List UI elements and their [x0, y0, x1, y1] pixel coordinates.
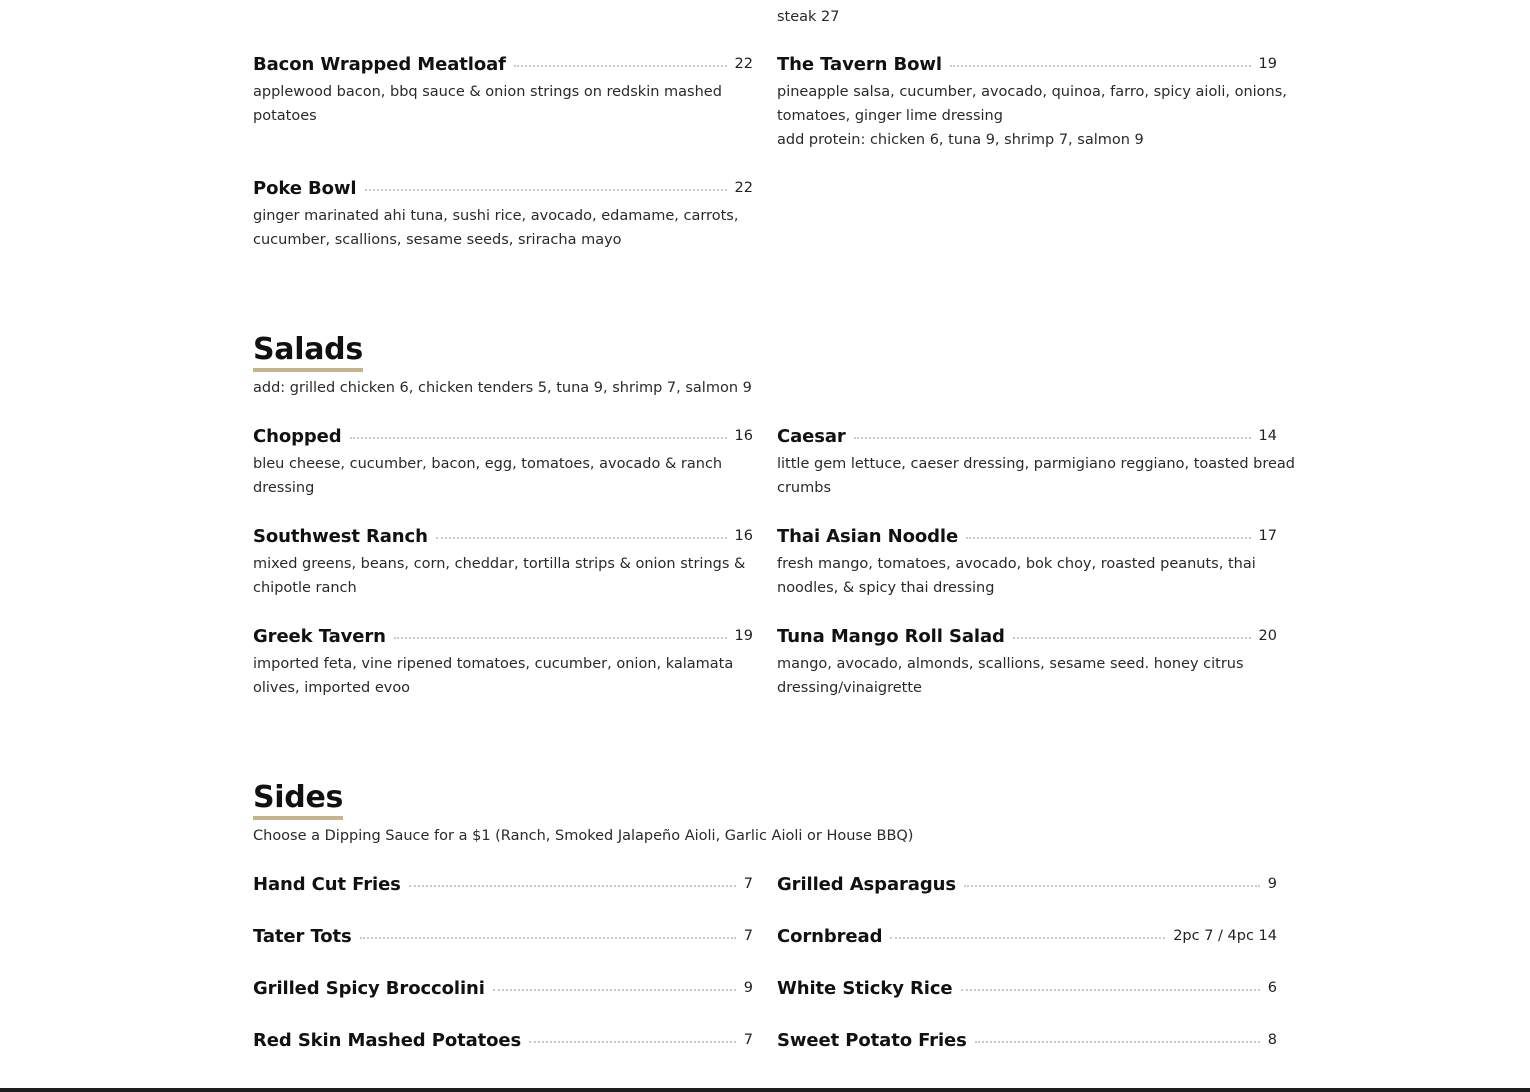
description-line: dressing/vinaigrette [777, 680, 922, 696]
item-price: 22 [734, 56, 753, 72]
dot-leader [966, 537, 1250, 539]
dot-leader [890, 937, 1165, 939]
item-price: 19 [734, 628, 753, 644]
item-description [253, 652, 753, 700]
dot-leader [950, 65, 1251, 67]
menu-item-thai-asian-noodle [777, 526, 1277, 600]
item-price: 16 [734, 428, 753, 444]
item-price: 6 [1267, 980, 1277, 996]
description-line: imported feta, vine ripened tomatoes, cucumber, onion, kalamata [253, 656, 734, 672]
menu-item-poke-bowl [253, 178, 753, 252]
menu-item-greek-tavern [253, 626, 753, 700]
menu-item-tuna-mango-roll-salad [777, 626, 1277, 700]
item-price: 9 [743, 980, 753, 996]
section-note-salads: add: grilled chicken 6, chicken tenders 5, tuna 9, shrimp 7, salmon 9 [253, 380, 752, 396]
menu-item-caesar [777, 426, 1295, 500]
dot-leader [1013, 637, 1251, 639]
dot-leader [961, 989, 1260, 991]
description-line: ginger marinated ahi tuna, sushi rice, avocado, edamame, carrots, [253, 208, 739, 224]
item-name: Sweet Potato Fries [777, 1030, 967, 1051]
description-line: potatoes [253, 108, 317, 124]
item-name: Red Skin Mashed Potatoes [253, 1030, 522, 1051]
menu-item-cornbread [777, 926, 1277, 952]
item-name: Chopped [253, 426, 342, 447]
item-description [253, 552, 753, 600]
description-line: chipotle ranch [253, 580, 357, 596]
menu-item-southwest-ranch [253, 526, 753, 600]
item-name: Grilled Asparagus [777, 874, 956, 895]
item-price: 20 [1258, 628, 1277, 644]
menu-item-white-sticky-rice [777, 978, 1277, 1004]
dot-leader [409, 885, 736, 887]
item-price: 17 [1258, 528, 1277, 544]
bottom-edge-bar [0, 1088, 1530, 1092]
item-description [777, 552, 1277, 600]
menu-item-the-tavern-bowl [777, 54, 1287, 152]
carryover-text: steak 27 [777, 9, 840, 25]
item-name: Grilled Spicy Broccolini [253, 978, 485, 999]
item-name: Bacon Wrapped Meatloaf [253, 54, 506, 75]
description-line: dressing [253, 480, 315, 496]
item-name: Caesar [777, 426, 846, 447]
description-line: cucumber, scallions, sesame seeds, sriracha mayo [253, 232, 622, 248]
menu-item-tater-tots [253, 926, 753, 952]
item-price: 7 [743, 928, 753, 944]
description-line: applewood bacon, bbq sauce & onion strings on redskin mashed [253, 84, 722, 100]
menu-item-red-skin-mashed-potatoes [253, 1030, 753, 1056]
dot-leader [394, 637, 727, 639]
item-price: 2pc 7 / 4pc 14 [1173, 928, 1277, 944]
description-line: bleu cheese, cucumber, bacon, egg, tomatoes, avocado & ranch [253, 456, 723, 472]
section-title-sides: Sides [253, 781, 343, 820]
item-description [777, 80, 1287, 152]
dot-leader [854, 437, 1251, 439]
item-description [777, 652, 1277, 700]
description-line: mixed greens, beans, corn, cheddar, tortilla strips & onion strings & [253, 556, 746, 572]
description-line: crumbs [777, 480, 832, 496]
item-price: 7 [743, 1032, 753, 1048]
item-price: 9 [1267, 876, 1277, 892]
menu-item-sweet-potato-fries [777, 1030, 1277, 1056]
description-line: add protein: chicken 6, tuna 9, shrimp 7, salmon 9 [777, 132, 1144, 148]
menu-item-chopped [253, 426, 753, 500]
dot-leader [529, 1041, 736, 1043]
description-line: noodles, & spicy thai dressing [777, 580, 995, 596]
section-title-salads: Salads [253, 333, 363, 372]
dot-leader [365, 189, 727, 191]
item-description [777, 452, 1295, 500]
item-price: 19 [1258, 56, 1277, 72]
description-line: little gem lettuce, caeser dressing, parmigiano reggiano, toasted bread [777, 456, 1295, 472]
menu-item-bacon-wrapped-meatloaf [253, 54, 753, 128]
item-description [253, 80, 753, 128]
description-line: fresh mango, tomatoes, avocado, bok choy, roasted peanuts, thai [777, 556, 1256, 572]
description-line: tomatoes, ginger lime dressing [777, 108, 1003, 124]
item-price: 16 [734, 528, 753, 544]
item-description [253, 452, 753, 500]
item-name: The Tavern Bowl [777, 54, 942, 75]
menu-item-grilled-asparagus [777, 874, 1277, 900]
item-name: Tater Tots [253, 926, 352, 947]
dot-leader [350, 437, 727, 439]
item-price: 8 [1267, 1032, 1277, 1048]
item-name: Poke Bowl [253, 178, 357, 199]
menu-item-hand-cut-fries [253, 874, 753, 900]
item-price: 14 [1258, 428, 1277, 444]
item-price: 7 [743, 876, 753, 892]
item-name: Southwest Ranch [253, 526, 428, 547]
item-price: 22 [734, 180, 753, 196]
dot-leader [975, 1041, 1260, 1043]
item-name: White Sticky Rice [777, 978, 953, 999]
description-line: pineapple salsa, cucumber, avocado, quinoa, farro, spicy aioli, onions, [777, 84, 1287, 100]
dot-leader [493, 989, 736, 991]
dot-leader [964, 885, 1260, 887]
dot-leader [436, 537, 727, 539]
item-name: Thai Asian Noodle [777, 526, 959, 547]
dot-leader [514, 65, 727, 67]
item-description [253, 204, 753, 252]
description-line: olives, imported evoo [253, 680, 411, 696]
menu-item-grilled-spicy-broccolini [253, 978, 753, 1004]
description-line: mango, avocado, almonds, scallions, sesame seed. honey citrus [777, 656, 1244, 672]
item-name: Greek Tavern [253, 626, 386, 647]
section-note-sides: Choose a Dipping Sauce for a $1 (Ranch, Smoked Jalapeño Aioli, Garlic Aioli or House BBQ) [253, 828, 914, 844]
item-name: Hand Cut Fries [253, 874, 401, 895]
dot-leader [360, 937, 736, 939]
item-name: Tuna Mango Roll Salad [777, 626, 1005, 647]
item-name: Cornbread [777, 926, 883, 947]
